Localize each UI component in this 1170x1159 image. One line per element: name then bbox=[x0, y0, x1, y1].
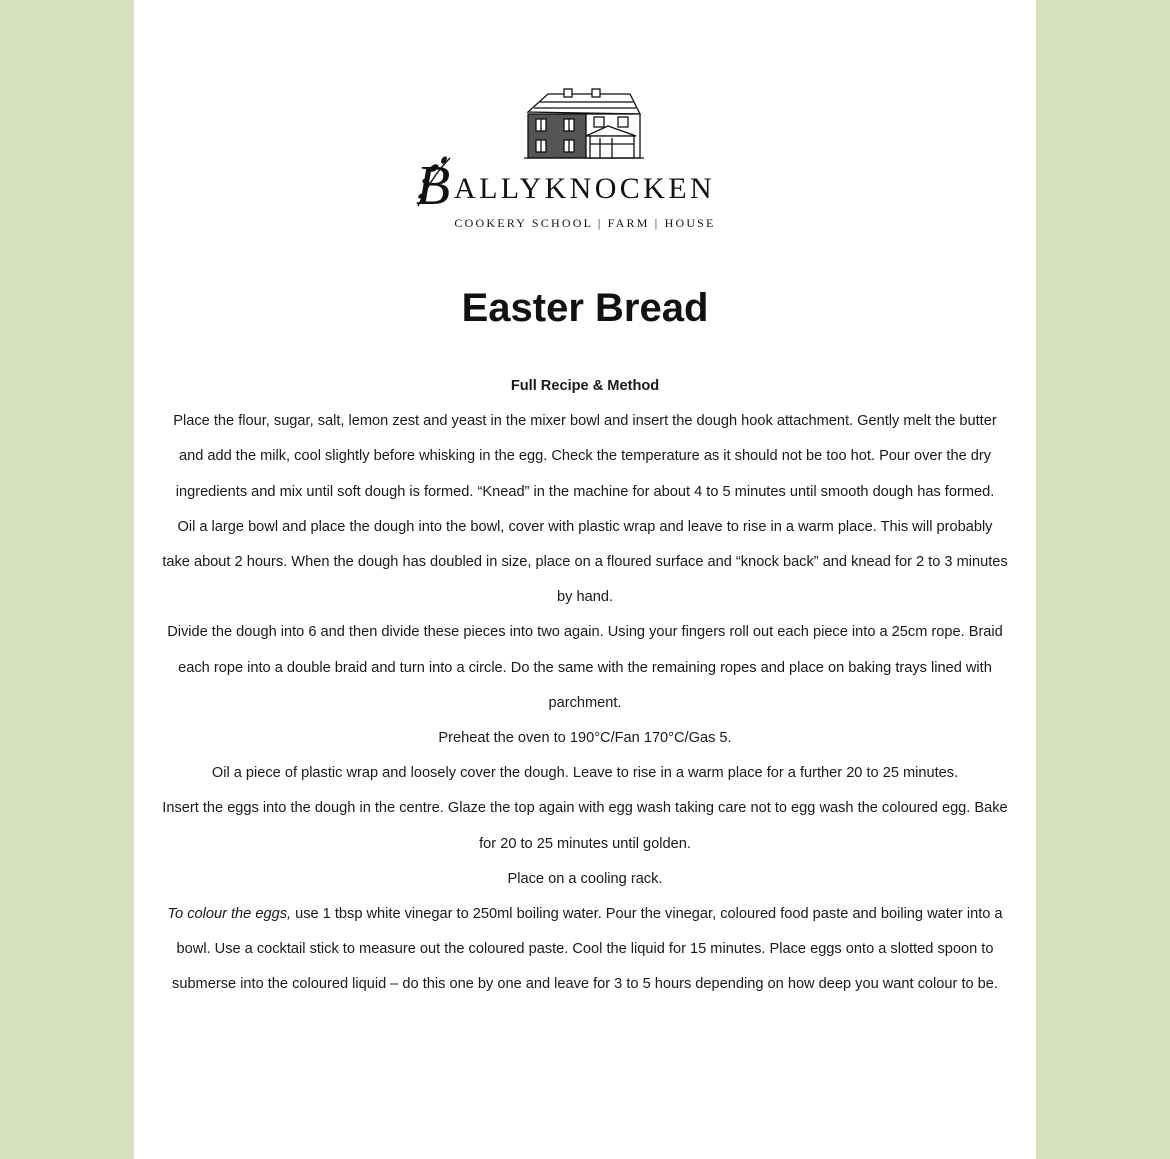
recipe-body bbox=[162, 369, 1008, 1003]
colour-eggs-text: use 1 tbsp white vinegar to 250ml boiling water. Pour the vinegar, coloured food paste and boiling water into a bowl. Use a cocktail stick to measure out the coloured paste. Cool the liquid for 15 minutes. Place eggs onto a slotted spoon to submerse into the coloured liquid – do this one by one and leave for 3 to 5 hours depending on how deep you want colour to be. bbox=[172, 906, 1003, 993]
colour-eggs-lead: To colour the eggs, bbox=[167, 906, 292, 923]
method-paragraph: Place the flour, sugar, salt, lemon zest and yeast in the mixer bowl and insert the dough hook attachment. Gently melt the butter and add the milk, cool slightly before whisking in the egg. Check the temperature as it should not be too hot. Pour over the dry ingredients and mix until soft dough is formed. “Knead” in the machine for about 4 to 5 minutes until smooth dough has formed. bbox=[173, 413, 997, 500]
logo-wordmark: ALLYKNOCKEN bbox=[454, 172, 716, 205]
recipe-title: Easter Bread bbox=[461, 286, 709, 330]
colour-eggs-paragraph bbox=[162, 897, 1008, 1003]
logo-tagline: COOKERY SCHOOL | FARM | HOUSE bbox=[454, 216, 716, 230]
house-icon bbox=[524, 89, 644, 158]
recipe-page bbox=[134, 0, 1036, 1159]
method-paragraph: Oil a piece of plastic wrap and loosely cover the dough. Leave to rise in a warm place for a further 20 to 25 minutes. bbox=[211, 765, 959, 782]
method-paragraph: Oil a large bowl and place the dough into the bowl, cover with plastic wrap and leave to rise in a warm place. This will probably take about 2 hours. When the dough has doubled in size, place on a floured surface and “knock back” and knead for 2 to 3 minutes by hand. bbox=[162, 518, 1008, 606]
method-paragraph: Insert the eggs into the dough in the centre. Glaze the top again with egg wash taking care not to egg wash the coloured egg. Bake for 20 to 25 minutes until golden. bbox=[162, 800, 1008, 852]
logo-graphic bbox=[414, 86, 756, 236]
method-paragraph: Preheat the oven to 190°C/Fan 170°C/Gas 5. bbox=[438, 730, 732, 747]
method-paragraph: Place on a cooling rack. bbox=[507, 870, 663, 887]
section-heading: Full Recipe & Method bbox=[510, 378, 660, 394]
method-paragraph: Divide the dough into 6 and then divide these pieces into two again. Using your fingers roll out each piece into a 25cm rope. Braid each rope into a double braid and turn into a circle. Do the same with the remaining ropes and place on baking trays lined with parchment. bbox=[167, 624, 1003, 711]
ballyknocken-logo bbox=[414, 86, 756, 236]
logo-initial-b: B bbox=[416, 155, 451, 217]
